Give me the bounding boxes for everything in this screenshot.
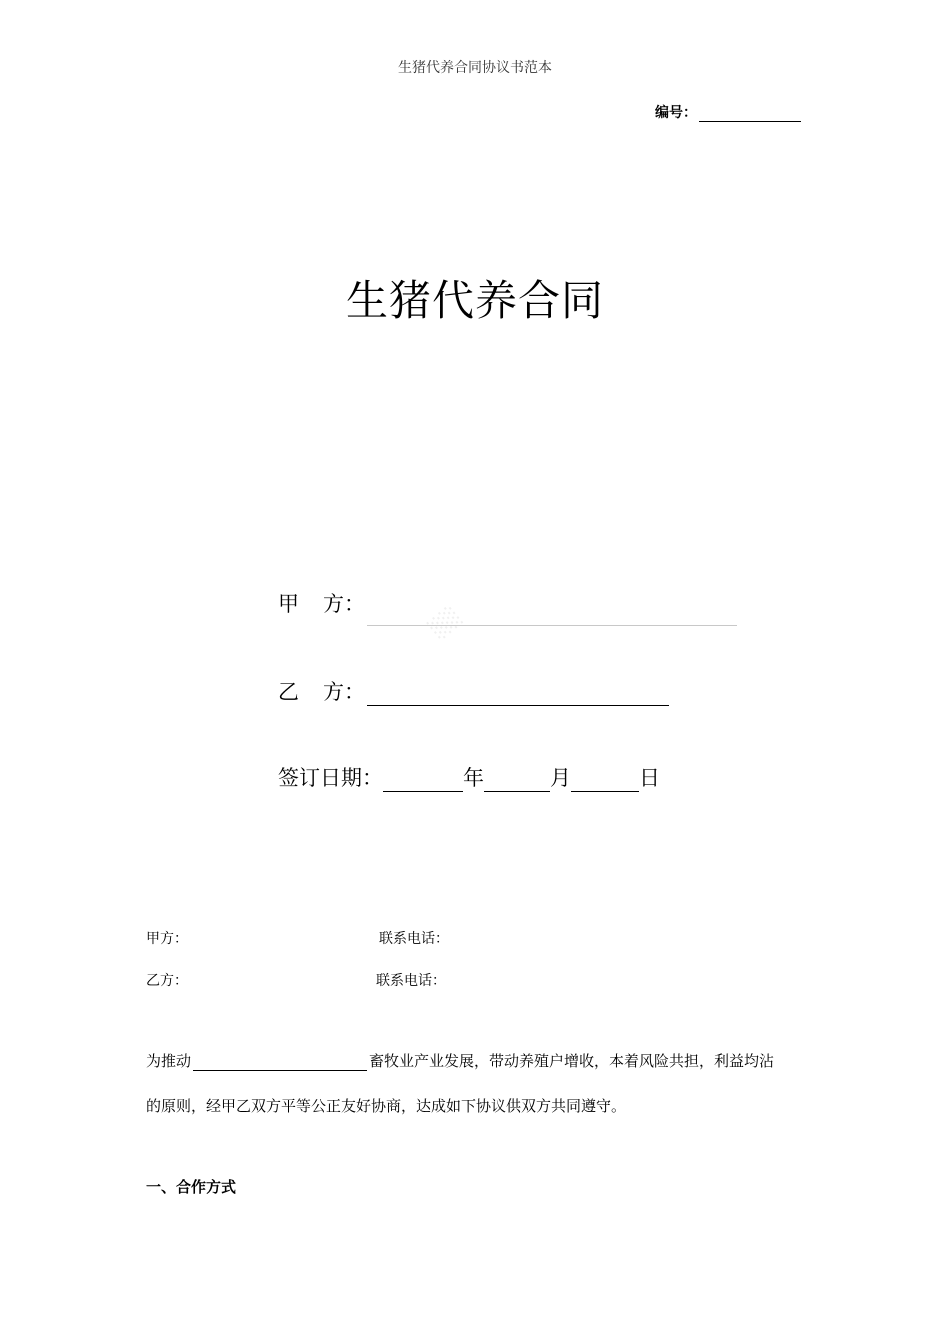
party-b-phone: 联系电话： xyxy=(376,973,446,989)
party-b-line xyxy=(278,676,669,706)
intro-blank xyxy=(193,1054,367,1071)
intro-paragraph-line-2: 的原则，经甲乙双方平等公正友好协商，达成如下协议供双方共同遵守。 xyxy=(146,1097,627,1115)
day-label: 日 xyxy=(639,766,660,790)
serial-number xyxy=(655,102,801,122)
party-b-char: 乙 xyxy=(278,680,299,704)
party-a-blank xyxy=(367,603,737,626)
document-title: 生猪代养合同 xyxy=(345,276,604,325)
intro-start: 为推动 xyxy=(146,1052,192,1070)
party-a-line xyxy=(278,588,737,618)
month-blank xyxy=(484,769,550,792)
party-b-blank xyxy=(367,683,669,706)
party-b-contact: 乙方： xyxy=(146,973,188,989)
intro-end: 畜牧业产业发展，带动养殖户增收，本着风险共担，利益均沾 xyxy=(369,1052,775,1070)
section-heading-1: 一、合作方式 xyxy=(146,1178,237,1196)
watermark: ░░ xyxy=(425,602,465,642)
signing-date-line xyxy=(278,762,660,792)
date-label: 签订日期： xyxy=(278,766,383,790)
month-label: 月 xyxy=(550,766,571,790)
year-blank xyxy=(383,769,463,792)
party-a-char: 甲 xyxy=(278,592,299,616)
serial-label: 编号： xyxy=(655,105,697,121)
party-b-label: 方： xyxy=(323,680,365,704)
intro-paragraph-line-1 xyxy=(146,1050,774,1071)
party-a-label: 方： xyxy=(323,592,365,616)
party-a-contact: 甲方： xyxy=(146,931,188,947)
year-label: 年 xyxy=(463,766,484,790)
running-header: 生猪代养合同协议书范本 xyxy=(398,60,552,76)
serial-blank xyxy=(699,107,801,122)
day-blank xyxy=(571,769,639,792)
party-a-phone: 联系电话： xyxy=(379,931,449,947)
